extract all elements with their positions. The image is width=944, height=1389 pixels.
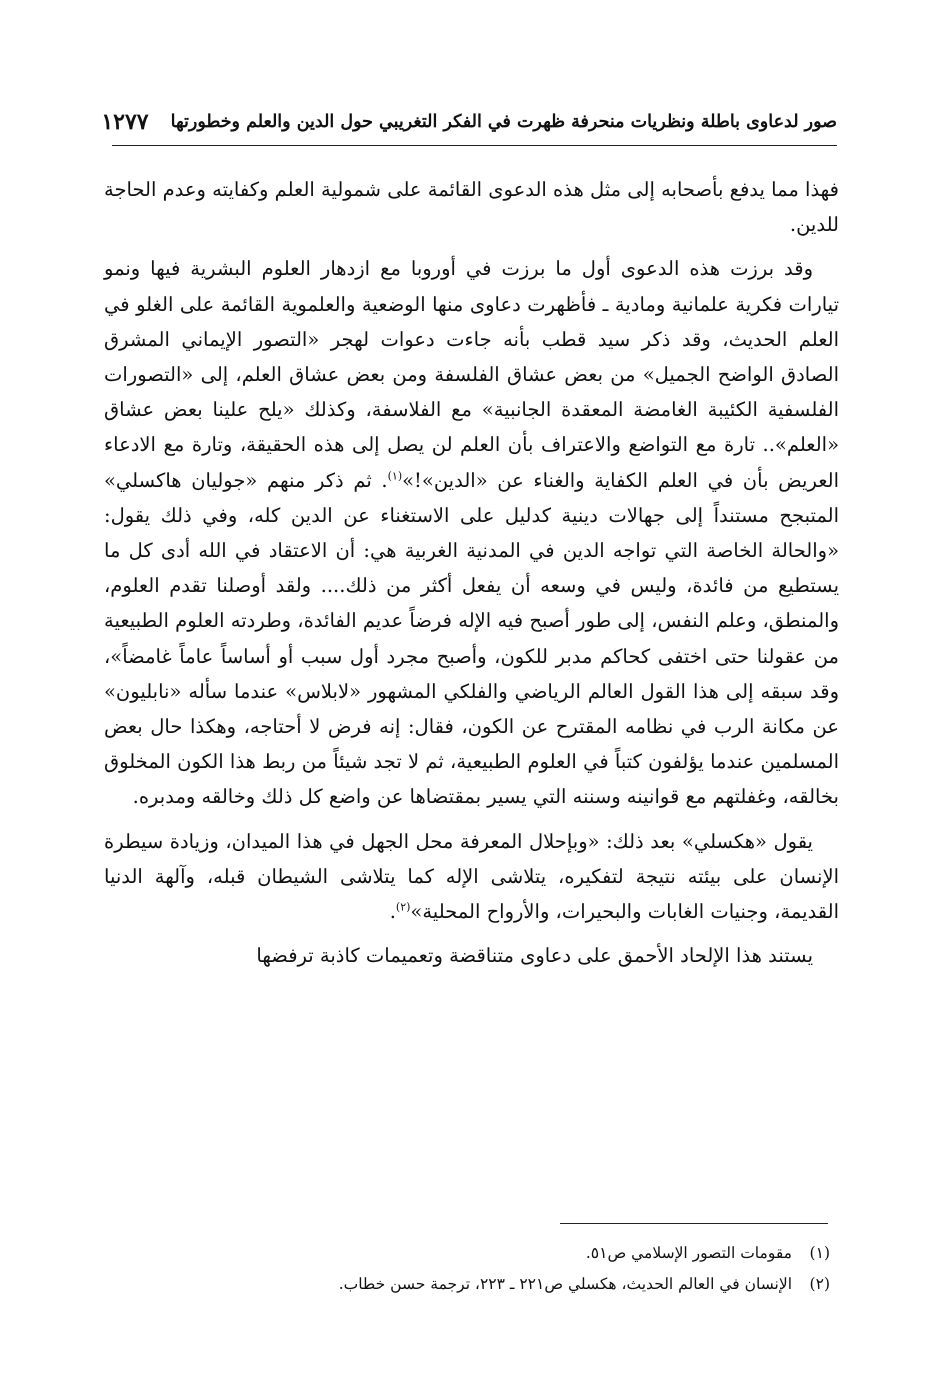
header-rule bbox=[112, 145, 837, 146]
paragraph-4 bbox=[104, 938, 839, 973]
paragraph-1 bbox=[104, 172, 839, 242]
footnote-ref-1: (١) bbox=[387, 469, 403, 483]
page-header bbox=[101, 104, 837, 140]
paragraph-4-text: يستند هذا الإلحاد الأحمق على دعاوى متناقضة وتعميمات كاذبة ترفضها bbox=[256, 944, 813, 968]
paragraph-2-text-a: وقد برزت هذه الدعوى أول ما برزت في أوروبا مع ازدهار العلوم البشرية فيها ونمو تيارات فكرية علمانية ومادية ـ فأظهرت دعاوى منها الوضعية والعلموية القائمة على الغلو في العلم الحديث، وقد ذكر سيد قطب بأنه جاءت دعوات لهجر «التصور الإيماني المشرق الصادق الواضح الجميل» من بعض عشاق الفلسفة ومن بعض عشاق العلم، إلى «التصورات الفلسفية الكئيبة الغامضة المعقدة الجانبية» مع الفلاسفة، وكذلك «يلح علينا بعض عشاق «العلم».. تارة مع التواضع والاعتراف بأن العلم لن يصل إلى هذه الحقيقة، وتارة مع الادعاء العريض بأن في العلم الكفاية والغناء عن «الدين»!» bbox=[104, 257, 839, 492]
footnote-2 bbox=[200, 1269, 830, 1300]
paragraph-2-text-b: . ثم ذكر منهم «جوليان هاكسلي» المتبجح مستنداً إلى جهالات دينية كدليل على الاستغناء عن الدين كله، وفي ذلك يقول: «والحالة الخاصة التي تواجه الدين في المدنية الغربية هي: أن الاعتقاد في الله أدى كل ما يستطيع من فائدة، وليس في وسعه أن يفعل أكثر من ذلك.... ولقد أوصلنا تقدم العلوم، والمنطق، وعلم النفس، إلى طور أصبح فيه الإله فرضاً عديم الفائدة، وطردته العلوم الطبيعية من عقولنا حتى اختفى كحاكم مدبر للكون، وأصبح مجرد أول سبب أو أساساً عاماً غامضاً»، وقد سبقه إلى هذا القول العالم الرياضي والفلكي المشهور «لابلاس» عندما سأله «نابليون» عن مكانة الرب في نظامه المقترح عن الكون، فقال: إنه فرض لا أحتاجه، وهكذا حال بعض المسلمين عندما يؤلفون كتباً في العلوم الطبيعية، ثم لا تجد شيئاً من ربط هذا الكون المخلوق بخالقه، وغفلتهم مع قوانينه وسننه التي يسير بمقتضاها عن واضع كل ذلك وخالقه ومدبره. bbox=[104, 468, 839, 809]
footnote-rule bbox=[560, 1223, 828, 1224]
footnote-1 bbox=[200, 1238, 830, 1269]
footnote-2-text: الإنسان في العالم الحديث، هكسلي ص٢٢١ ـ ٢٢٣، ترجمة حسن خطاب. bbox=[338, 1275, 792, 1293]
paragraph-3-text-a: يقول «هكسلي» بعد ذلك: «وبإحلال المعرفة محل الجهل في هذا الميدان، وزيادة سيطرة الإنسان على بيئته نتيجة لتفكيره، يتلاشى الإله كما يتلاشى الشيطان قبله، وآلهة الدنيا القديمة، وجنيات الغابات والبحيرات، والأرواح المحلية» bbox=[104, 829, 839, 924]
footnote-1-number: (١) bbox=[809, 1244, 830, 1262]
footnote-ref-2: (٢) bbox=[395, 900, 411, 914]
footnote-1-text: مقومات التصور الإسلامي ص٥١. bbox=[585, 1244, 792, 1262]
page-number: ١٢٧٧ bbox=[101, 109, 149, 135]
paragraph-1-text: فهذا مما يدفع بأصحابه إلى مثل هذه الدعوى القائمة على شمولية العلم وكفايته وعدم الحاجة للدين. bbox=[104, 178, 839, 237]
paragraph-3 bbox=[104, 824, 839, 930]
paragraph-3-text-b: . bbox=[389, 900, 396, 924]
running-title: صور لدعاوى باطلة ونظريات منحرفة ظهرت في الفكر التغريبي حول الدين والعلم وخطورتها bbox=[170, 112, 837, 132]
footnote-2-number: (٢) bbox=[809, 1275, 830, 1293]
footnotes bbox=[200, 1238, 830, 1300]
paragraph-2 bbox=[104, 251, 839, 814]
body-text bbox=[104, 172, 839, 973]
